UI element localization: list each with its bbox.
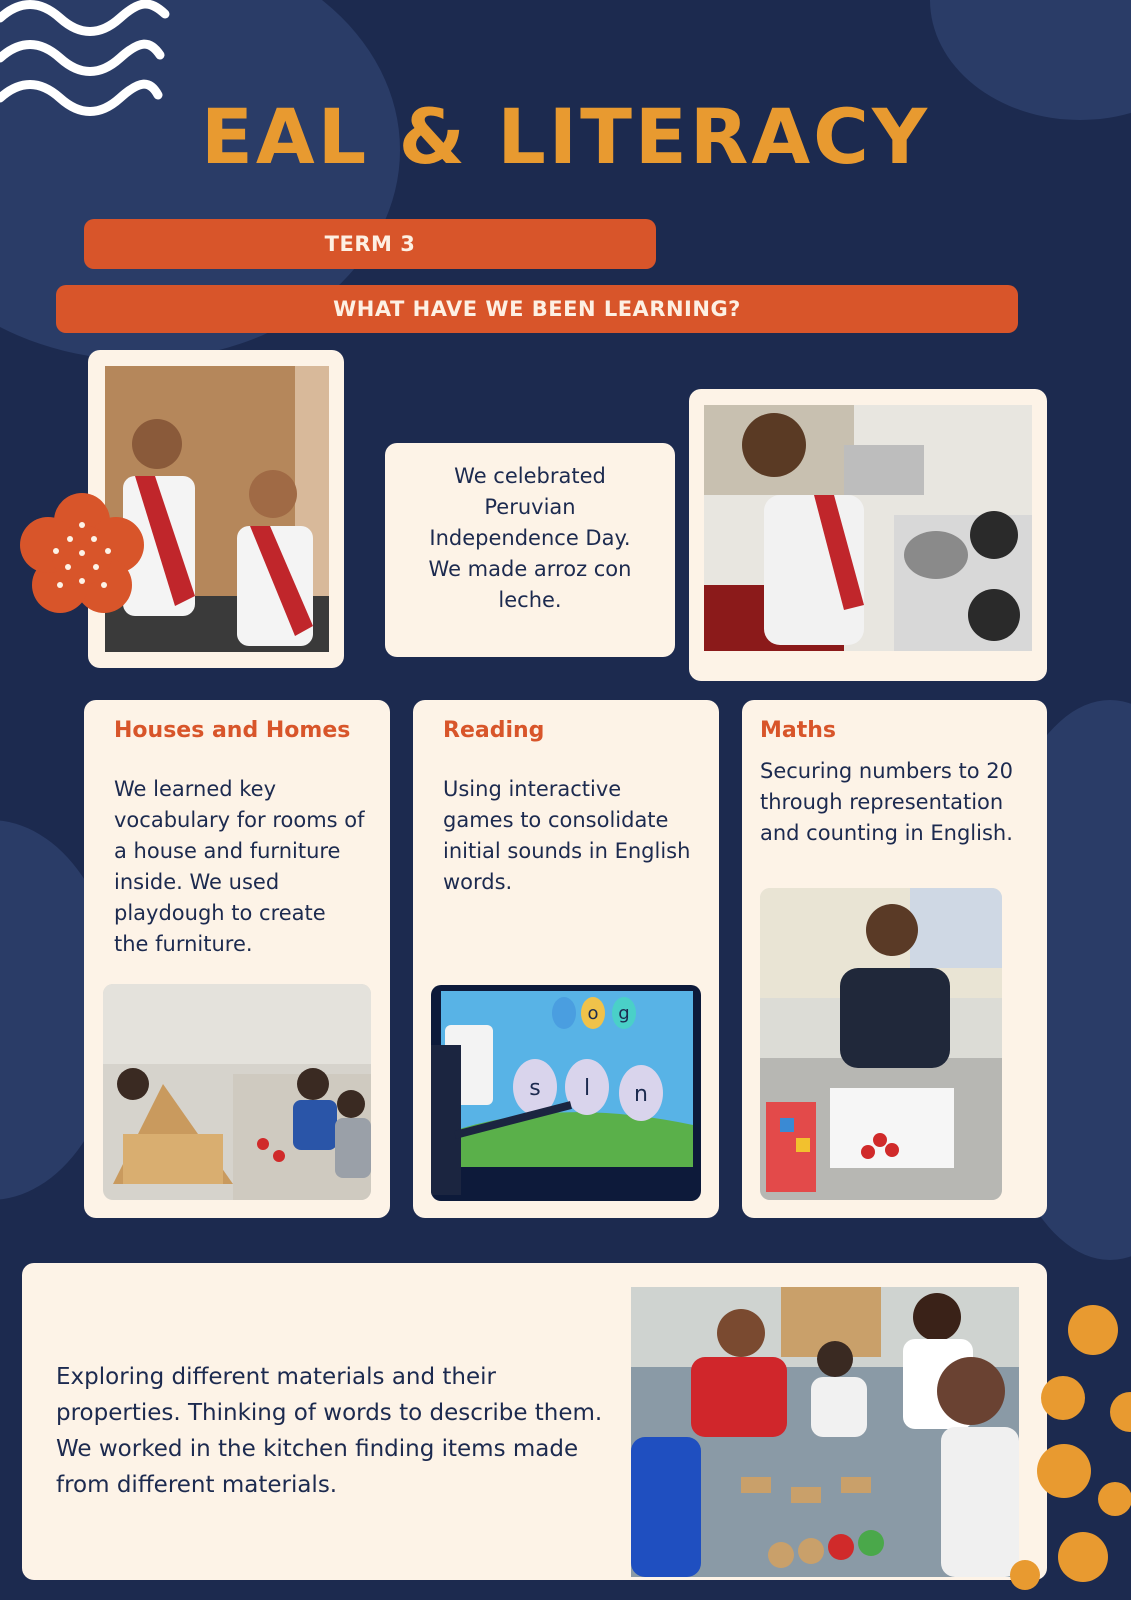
balloon-letter-g: g xyxy=(618,1003,630,1024)
term-label: TERM 3 xyxy=(324,232,416,256)
flower-decoration xyxy=(20,493,144,615)
houses-homes-card xyxy=(84,700,390,1218)
page-title: EAL & LITERACY xyxy=(201,92,930,181)
houses-homes-body: We learned key vocabulary for rooms of a house and furniture inside. We used playdough to create the furniture. xyxy=(114,777,365,956)
subtitle-banner xyxy=(56,285,1018,333)
maths-body: Securing numbers to 20 through representation and counting in English. xyxy=(760,759,1013,845)
peru-text: We celebrated Peruvian Independence Day. We made arroz con leche. xyxy=(428,464,632,612)
term-banner xyxy=(84,219,656,269)
reading-card xyxy=(413,700,719,1218)
maths-photo xyxy=(760,888,1002,1200)
balloon-letter-o: o xyxy=(587,1003,599,1024)
subtitle-label: WHAT HAVE WE BEEN LEARNING? xyxy=(333,297,741,321)
reading-heading: Reading xyxy=(443,718,545,743)
reading-body: Using interactive games to consolidate initial sounds in English words. xyxy=(443,777,691,894)
reading-game-photo xyxy=(431,985,701,1201)
materials-photo xyxy=(631,1287,1019,1577)
balloon-letter-n: n xyxy=(634,1082,648,1107)
balloon-letter-s: s xyxy=(529,1076,541,1101)
houses-homes-photo xyxy=(103,984,371,1200)
maths-card xyxy=(742,700,1047,1218)
cooking-photo-card xyxy=(689,389,1047,681)
materials-body: Exploring different materials and their properties. Thinking of words to describe them. We worked in the kitchen finding items made from different materials. xyxy=(56,1364,603,1498)
houses-homes-heading: Houses and Homes xyxy=(114,718,351,743)
balloon-letter-l: l xyxy=(583,1076,591,1101)
maths-heading: Maths xyxy=(760,718,837,743)
peru-text-card xyxy=(385,443,675,657)
cooking-photo xyxy=(704,405,1032,651)
materials-card xyxy=(22,1263,1047,1580)
